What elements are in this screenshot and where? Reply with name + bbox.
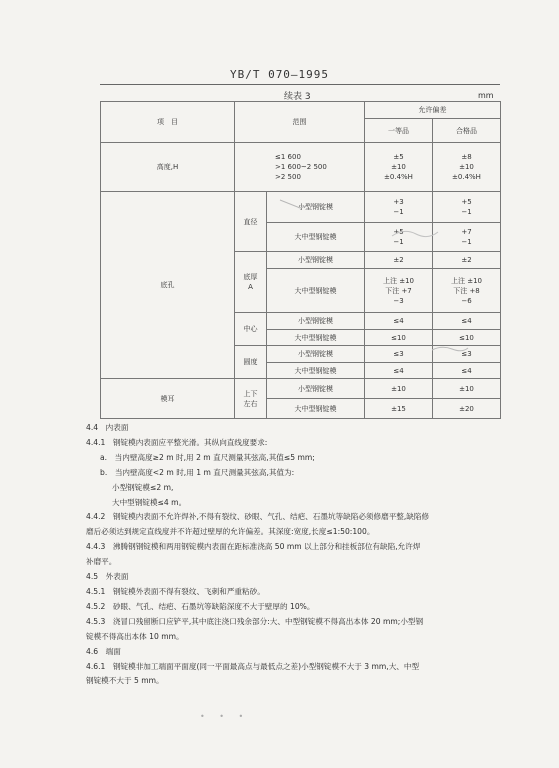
header-grade1: 一等品	[365, 119, 433, 143]
bore-center-label: 中心	[235, 313, 267, 346]
table-row	[101, 143, 501, 192]
paragraph: 补磨平。	[86, 557, 117, 567]
ears-large-g2: ±20	[433, 399, 501, 419]
pen-stroke-mark	[430, 344, 470, 354]
paragraph: 4.5.3 浇冒口残留断口应铲平,其中底注浇口残余部分:大、中型钢锭模不得高出本体 20 mm;小型钢	[86, 616, 424, 626]
pen-stroke-mark	[390, 226, 440, 242]
height-g1-3: ±0.4%H	[384, 173, 413, 181]
document-body	[86, 421, 516, 689]
height-g2-3: ±0.4%H	[452, 173, 481, 181]
ears-small-g2: ±10	[433, 379, 501, 399]
bore-diameter-large-g2: +7 −1	[433, 223, 501, 252]
ears-large-label: 大中型钢锭模	[267, 399, 365, 419]
height-range-1: ≤1 600	[275, 153, 301, 161]
bore-roundness-small-g1: ≤3	[365, 346, 433, 363]
bore-center-large-label: 大中型钢锭模	[267, 330, 365, 346]
list-item: b. 当内壁高度<2 m 时,用 1 m 直尺测量其弦高,其值为:	[100, 467, 295, 477]
row-label-ears: 模耳	[101, 379, 235, 419]
height-range-2: >1 600~2 500	[275, 163, 327, 171]
bore-roundness-label: 圆度	[235, 346, 267, 379]
bore-thickness-small-g2: ±2	[433, 252, 501, 269]
header-grade2: 合格品	[433, 119, 501, 143]
height-g1-2: ±10	[391, 163, 406, 171]
list-item: a. 当内壁高度≥2 m 时,用 2 m 直尺测量其弦高,其值≤5 mm;	[100, 452, 315, 462]
height-g1-1: ±5	[393, 153, 404, 161]
document-header: YB/T 070—1995	[229, 68, 330, 81]
bore-roundness-large-g1: ≤4	[365, 363, 433, 379]
section-heading: 4.5 外表面	[86, 572, 129, 582]
bore-thickness-label: 底厚 A	[235, 252, 267, 313]
paragraph: 4.4.3 沸腾钢钢锭模和两用钢锭模内表面在距标准浇高 50 mm 以上部分和挂板部位有缺陷,允许焊	[86, 542, 421, 552]
table-caption: 续表 3	[284, 92, 311, 102]
paragraph: 4.6.1 钢锭模非加工端面平面度(同一平面最高点与最低点之差)小型钢锭模不大于 3 mm,大、中型	[86, 661, 420, 671]
header-item: 项 目	[101, 102, 235, 143]
bore-center-large-g1: ≤10	[365, 330, 433, 346]
ears-small-label: 小型钢锭模	[267, 379, 365, 399]
section-heading: 4.4 内表面	[86, 423, 129, 432]
height-g2-2: ±10	[459, 163, 474, 171]
bore-diameter-large-g1: +5 −1	[365, 223, 433, 252]
table-row	[101, 379, 501, 399]
bore-thickness-small-g1: ±2	[365, 252, 433, 269]
pen-stroke-mark	[278, 198, 310, 210]
bore-diameter-small-label: 小型钢锭模	[267, 192, 365, 223]
ears-small-g1: ±10	[365, 379, 433, 399]
header-range: 范围	[235, 102, 365, 143]
paragraph: 锭模不得高出本体 10 mm。	[86, 631, 184, 641]
paragraph: 4.5.2 砂眼、气孔、结疤、石墨坑等缺陷深度不大于壁厚的 10%。	[86, 601, 315, 611]
bore-center-small-label: 小型钢锭模	[267, 313, 365, 330]
bore-center-large-g2: ≤10	[433, 330, 501, 346]
bore-diameter-small-g1: +3 −1	[365, 192, 433, 223]
bore-diameter-small-g2: +5 −1	[433, 192, 501, 223]
paragraph: 磨后必须达到规定直线度并不许超过壁厚的允许偏差。其深度:宽度,长度≤1:50:100。	[86, 527, 375, 537]
bore-roundness-small-g2: ≤3	[433, 346, 501, 363]
paragraph: 4.4.1 钢锭模内表面应平整光滑。其纵向直线度要求:	[86, 437, 268, 447]
bore-center-small-g2: ≤4	[433, 313, 501, 330]
section-heading: 4.6 端面	[86, 646, 121, 656]
bore-roundness-large-label: 大中型钢锭模	[267, 363, 365, 379]
bore-thickness-large-g1: 上注 ±10 下注 +7 −3	[365, 269, 433, 313]
tolerance-table	[100, 101, 501, 419]
bore-roundness-large-g2: ≤4	[433, 363, 501, 379]
header-rule	[100, 84, 500, 85]
paragraph: 4.4.2 钢锭模内表面不允许焊补,不得有裂纹、砂眼、气孔、结疤、石墨坑等缺陷必须修磨平整,缺陷修	[86, 512, 430, 522]
bore-diameter-large-label: 大中型钢锭模	[267, 223, 365, 252]
bore-thickness-small-label: 小型钢锭模	[267, 252, 365, 269]
row-label-height: 高度,H	[101, 143, 235, 192]
row-label-bore: 底孔	[101, 192, 235, 379]
list-item: 小型钢锭模≤2 m,	[112, 482, 174, 492]
bore-diameter-label: 直径	[235, 192, 267, 252]
paragraph: 钢锭模不大于 5 mm。	[86, 676, 164, 686]
scan-dots: • • •	[200, 712, 250, 721]
table-header-row	[101, 102, 501, 119]
ears-large-g1: ±15	[365, 399, 433, 419]
bore-thickness-large-label: 大中型钢锭模	[267, 269, 365, 313]
list-item: 大中型钢锭模≤4 m。	[112, 497, 187, 507]
height-range-3: >2 500	[275, 173, 301, 181]
bore-center-small-g1: ≤4	[365, 313, 433, 330]
table-unit: mm	[478, 91, 494, 100]
paragraph: 4.5.1 钢锭模外表面不得有裂纹、飞刺和严重粘砂。	[86, 586, 265, 596]
ears-sub-label: 上下 左右	[235, 379, 267, 419]
bore-thickness-large-g2: 上注 ±10 下注 +8 −6	[433, 269, 501, 313]
bore-roundness-small-label: 小型钢锭模	[267, 346, 365, 363]
header-tolerance: 允许偏差	[365, 102, 501, 119]
height-g2-1: ±8	[461, 153, 472, 161]
